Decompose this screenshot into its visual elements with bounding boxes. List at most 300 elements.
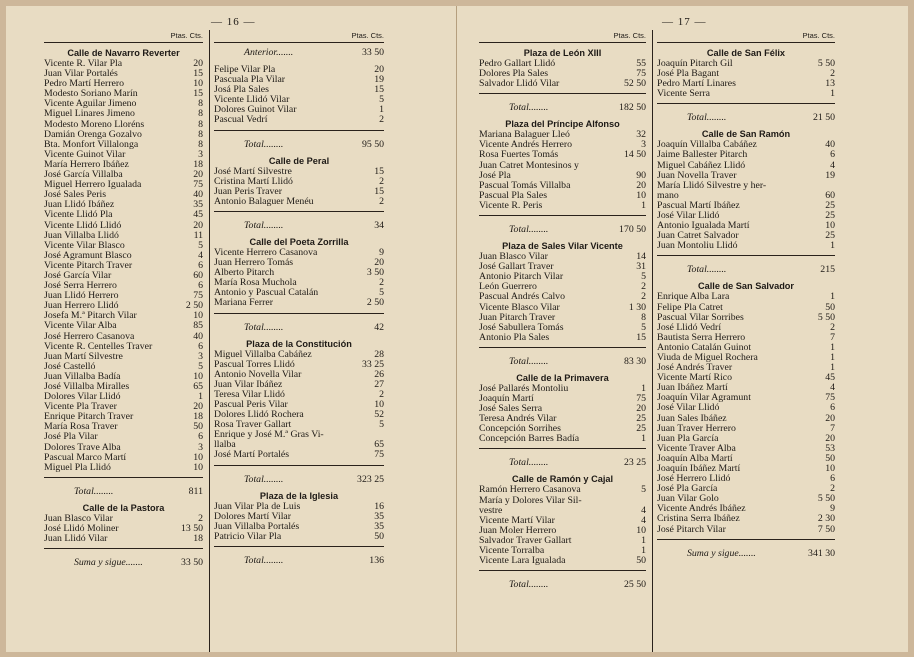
- donor-name: Modesto Soriano Marín: [44, 88, 138, 100]
- list-item: [214, 197, 384, 207]
- column-header: Ptas. Cts.: [44, 30, 203, 43]
- total-label: Total........: [509, 102, 549, 114]
- donor-amount: 20: [193, 219, 203, 231]
- donor-amount: 15: [374, 185, 384, 197]
- list-item: [657, 241, 835, 251]
- donor-amount: 13: [825, 78, 835, 90]
- donor-amount: 2: [830, 68, 835, 80]
- donor-amount: 31: [636, 261, 646, 273]
- donor-name: Vicente Andrés Ibáñez: [657, 503, 746, 515]
- donor-amount: 10: [825, 463, 835, 474]
- donor-name: Joaquín Vilar Agramunt: [657, 392, 751, 404]
- total-rule: [44, 477, 203, 478]
- donor-name: José Vilar Llidó: [657, 402, 720, 414]
- total-rule: [657, 103, 835, 104]
- donor-amount: 10: [636, 524, 646, 536]
- section-title: Calle de Navarro Reverter: [67, 48, 180, 58]
- donor-name: Josá Pla Sales: [214, 84, 269, 96]
- donor-amount: 1: [830, 341, 835, 353]
- donor-amount: 15: [374, 165, 384, 177]
- donor-amount: 2 50: [185, 300, 203, 312]
- total-row: [214, 220, 384, 232]
- total-value: 215: [820, 264, 835, 276]
- total-label: Total........: [244, 219, 284, 231]
- donor-name: Pedro Martí Linares: [657, 78, 736, 90]
- donor-name: Vicente Vilar Blasco: [44, 239, 125, 251]
- donor-name: llalba: [214, 439, 236, 451]
- donor-name: Joaquín Ibáñez Martí: [657, 463, 741, 474]
- donor-name: Juan Pla García: [657, 432, 719, 444]
- total-row: [214, 555, 384, 567]
- donor-amount: 2: [379, 195, 384, 207]
- donor-amount: 7: [830, 331, 835, 343]
- donor-name: Antonio Catalán Guinot: [657, 341, 752, 353]
- donor-amount: 5: [641, 271, 646, 283]
- donor-name: Juan Vilar Golo: [657, 493, 719, 505]
- donor-amount: 10: [193, 461, 203, 473]
- donor-name: Viuda de Miguel Rochera: [657, 351, 758, 363]
- list-item: [44, 210, 203, 220]
- total-label: Total........: [509, 355, 549, 367]
- donor-name: Vicente Llidó Vilar: [214, 94, 290, 106]
- donor-name: Rosa Fuertes Tomás: [479, 149, 559, 161]
- donor-name: María Rosa Muchola: [214, 277, 297, 289]
- donor-name: Vicente Martí Rico: [657, 372, 733, 384]
- donor-name: Joaquín Pitarch Gil: [657, 58, 733, 69]
- donor-name: Antonio Pla Sales: [479, 331, 550, 343]
- donor-name: Vicente Aguilar Jimeno: [44, 98, 137, 110]
- total-rule: [214, 546, 384, 547]
- donor-name: Juan Llidó Vilar: [44, 533, 108, 545]
- donor-amount: 33 25: [361, 358, 384, 370]
- total-value: 95 50: [361, 138, 384, 150]
- total-label: Total........: [509, 457, 549, 469]
- donor-name: José Pla García: [657, 483, 718, 495]
- list-item: [214, 115, 384, 125]
- donor-amount: 2: [641, 281, 646, 293]
- total-row: [479, 224, 646, 236]
- donor-amount: 75: [636, 392, 646, 404]
- donor-name: José Martí Portalés: [214, 449, 290, 461]
- donor-name: Juan Catret Montesinos y: [479, 159, 579, 171]
- donor-name: Felipe Pla Catret: [657, 301, 723, 313]
- donor-name: José Herrero Llidó: [657, 473, 731, 485]
- donor-amount: 35: [374, 510, 384, 522]
- donor-name: Vicente Vilar Alba: [44, 320, 117, 332]
- donor-name: Juan Peris Traver: [214, 185, 283, 197]
- donor-name: Modesto Moreno Lloréns: [44, 118, 145, 130]
- donor-name: Concepción Barres Badía: [479, 433, 580, 445]
- donor-amount: 40: [825, 139, 835, 151]
- total-row: [479, 102, 646, 114]
- donor-name: Pascual Tomás Villalba: [479, 179, 571, 191]
- donor-amount: 6: [198, 259, 203, 271]
- donor-amount: 10: [193, 451, 203, 463]
- donor-name: Antonio Igualada Martí: [657, 220, 750, 232]
- donor-name: José Sabullera Tomás: [479, 321, 564, 333]
- column-4: [653, 30, 841, 652]
- total-value: 811: [188, 485, 203, 497]
- donor-name: Juan Montoliu Llidó: [657, 240, 738, 252]
- total-label: Total........: [687, 264, 727, 276]
- donor-amount: 6: [198, 431, 203, 443]
- donor-name: Juan Vilar Ibáñez: [214, 378, 283, 390]
- donor-name: Vicente Andrés Herrero: [479, 139, 572, 151]
- donor-amount: 1: [830, 240, 835, 252]
- section-title: Plaza de Sales Vilar Vicente: [502, 241, 623, 252]
- donor-amount: 9: [379, 246, 384, 258]
- donor-amount: 45: [193, 209, 203, 221]
- donor-name: Vicente R. Vilar Pla: [44, 58, 123, 69]
- total-row: [657, 112, 835, 124]
- donor-name: Pedro Gallart Llidó: [479, 58, 556, 69]
- list-item: [214, 298, 384, 308]
- total-value: 25 50: [623, 579, 646, 591]
- donor-amount: 15: [193, 88, 203, 100]
- donor-name: Miguel Villalba Cabáñez: [214, 348, 312, 360]
- donor-amount: 6: [198, 280, 203, 292]
- list-item: [479, 556, 646, 566]
- donor-name: Joaquín Alba Martí: [657, 452, 733, 464]
- donor-amount: 20: [193, 401, 203, 413]
- donor-name: Antonio Balaguer Menéu: [214, 195, 314, 207]
- donor-amount: 20: [193, 58, 203, 69]
- donor-name: Mariana Balaguer Lleó: [479, 129, 570, 141]
- total-rule: [214, 211, 384, 212]
- donor-name: Juan Catret Salvador: [657, 230, 739, 242]
- donor-name: María Herrero Ibáñez: [44, 158, 129, 170]
- donor-name: José Serra Herrero: [44, 280, 117, 292]
- donor-name: Miguel Herrero Igualada: [44, 179, 142, 191]
- donor-name: José Gallart Traver: [479, 261, 554, 273]
- donor-name: Juan Novella Traver: [657, 169, 737, 181]
- donor-amount: 7 50: [817, 523, 835, 535]
- donor-name: Mariana Ferrer: [214, 297, 274, 309]
- donor-amount: 3 50: [366, 267, 384, 279]
- donor-name: Juan Vilar Pla de Luis: [214, 500, 301, 512]
- donor-name: Joaquín Martí: [479, 392, 534, 404]
- donor-name: Dolores Martí Vilar: [214, 510, 292, 522]
- donor-amount: 1: [830, 88, 835, 100]
- donor-name: Enrique Pitarch Traver: [44, 411, 134, 423]
- donor-name: Pascual Marco Martí: [44, 451, 127, 463]
- donor-name: Patricio Vilar Pla: [214, 530, 282, 542]
- donor-name: Vicente Llidó Llidó: [44, 219, 122, 231]
- donor-amount: 10: [825, 220, 835, 232]
- section-title: Plaza de la Iglesia: [259, 490, 339, 501]
- total-rule: [657, 539, 835, 540]
- total-label: Total........: [244, 554, 284, 566]
- donor-amount: 11: [193, 229, 203, 241]
- donor-name: Pascual Martí Ibáñez: [657, 199, 740, 211]
- total-row: [214, 139, 384, 151]
- donor-name: Felipe Vilar Pla: [214, 64, 276, 75]
- donor-amount: 25: [825, 210, 835, 222]
- donor-amount: 4: [830, 159, 835, 171]
- donor-amount: 5: [198, 239, 203, 251]
- total-value: 182 50: [619, 102, 646, 114]
- section-title: Plaza de León XIII: [523, 48, 602, 58]
- donor-name: José Llidó Vedrí: [657, 321, 722, 333]
- column-header: Ptas. Cts.: [214, 30, 384, 43]
- donor-amount: 16: [374, 500, 384, 512]
- donor-amount: 1: [379, 104, 384, 116]
- section-title: Calle de San Ramón: [701, 129, 791, 140]
- donor-amount: 20: [825, 412, 835, 424]
- donor-name: Juan Villalba Llidó: [44, 229, 119, 241]
- donor-name: Bautista Serra Herrero: [657, 331, 746, 343]
- donor-name: Concepción Sorrihes: [479, 423, 561, 435]
- donor-name: José Pla Vilar: [44, 431, 98, 443]
- donor-name: Pascual Torres Llidó: [214, 358, 295, 370]
- donor-name: José Herrero Casanova: [44, 330, 135, 342]
- donor-name: Juan Llidó Ibáñez: [44, 199, 115, 211]
- donor-name: Antonio y Pascual Catalán: [214, 287, 319, 299]
- donor-name: Juan Villalba Badía: [44, 370, 121, 382]
- donor-name: Vicente Torralba: [479, 545, 545, 556]
- list-item: [479, 201, 646, 211]
- total-rule: [479, 347, 646, 348]
- donor-name: José Villalba Miralles: [44, 381, 130, 392]
- total-rule: [214, 465, 384, 466]
- column-header: Ptas. Cts.: [479, 30, 646, 43]
- donor-amount: 28: [374, 348, 384, 360]
- donor-name: María Rosa Traver: [44, 421, 118, 433]
- donor-name: María Llidó Silvestre y her-: [657, 179, 767, 191]
- anterior-label: Anterior.......: [244, 47, 294, 58]
- list-item: [657, 181, 835, 191]
- donor-name: Dolores Llidó Rochera: [214, 409, 304, 421]
- donor-amount: 9: [830, 503, 835, 515]
- list-item: [479, 434, 646, 444]
- donor-amount: 50: [374, 530, 384, 542]
- total-rule: [479, 570, 646, 571]
- donor-amount: 3: [641, 139, 646, 151]
- total-rule: [44, 548, 203, 549]
- donor-amount: 5: [379, 94, 384, 106]
- donor-amount: 8: [198, 128, 203, 140]
- donor-name: Juan Blasco Vilar: [44, 512, 113, 524]
- donor-amount: 1: [641, 433, 646, 445]
- total-row: [479, 356, 646, 368]
- list-item: [657, 525, 835, 535]
- donor-amount: 26: [374, 368, 384, 380]
- donor-amount: 1: [830, 351, 835, 363]
- list-item: [214, 450, 384, 460]
- donor-name: Teresa Vilar Llidó: [214, 388, 285, 400]
- donor-name: Bta. Monfort Villalonga: [44, 138, 139, 150]
- total-row: [657, 548, 835, 560]
- list-item: [657, 292, 835, 302]
- list-item: [479, 333, 646, 343]
- donor-amount: 90: [636, 169, 646, 181]
- donor-amount: 53: [825, 442, 835, 454]
- list-item: [214, 532, 384, 542]
- donor-name: Juan Ibáñez Martí: [657, 382, 728, 394]
- anterior-row: [214, 47, 384, 59]
- list-item: [44, 534, 203, 544]
- donor-name: Cristina Serra Ibáñez: [657, 513, 740, 525]
- donor-name: Pascual Pla Sales: [479, 189, 548, 201]
- donor-amount: 15: [193, 68, 203, 80]
- donor-name: vestre: [479, 504, 503, 516]
- donor-amount: 18: [193, 533, 203, 545]
- column-header: Ptas. Cts.: [657, 30, 835, 43]
- donor-amount: 2: [379, 175, 384, 187]
- donor-name: Juan Llidó Herrero: [44, 290, 119, 302]
- donor-amount: 50: [636, 555, 646, 567]
- donor-amount: 75: [193, 290, 203, 302]
- donor-amount: 4: [198, 249, 203, 261]
- list-item: [657, 89, 835, 99]
- donor-name: Juan Blasco Vilar: [479, 251, 548, 263]
- donor-name: José Pallarés Montoliu: [479, 382, 569, 394]
- donor-name: Salvador Llidó Vilar: [479, 78, 560, 90]
- section-title: Calle de San Salvador: [698, 281, 794, 292]
- donor-amount: 85: [193, 320, 203, 332]
- donor-amount: 2: [379, 277, 384, 289]
- donor-amount: 52: [374, 409, 384, 421]
- donor-name: Vicente Herrero Casanova: [214, 246, 318, 258]
- donor-amount: 8: [198, 118, 203, 130]
- donor-name: Pascual Vedrí: [214, 114, 268, 126]
- donor-amount: 40: [193, 330, 203, 342]
- total-row: [214, 322, 384, 334]
- total-value: 42: [374, 321, 384, 333]
- total-row: [657, 264, 835, 276]
- section-title: Plaza de la Constitución: [246, 338, 352, 349]
- column-1: [40, 30, 210, 652]
- donor-amount: 2: [830, 321, 835, 333]
- donor-name: mano: [657, 189, 679, 201]
- donor-name: María y Dolores Vilar Sil-: [479, 494, 582, 506]
- donor-name: Jaime Ballester Pitarch: [657, 149, 748, 161]
- donor-amount: 75: [193, 179, 203, 191]
- donor-amount: 5 50: [817, 58, 835, 69]
- donor-name: Vicente Lara Igualada: [479, 555, 566, 567]
- donor-name: Miguel Linares Jimeno: [44, 108, 135, 120]
- donor-name: Dolores Pla Sales: [479, 68, 549, 80]
- donor-amount: 10: [374, 398, 384, 410]
- donor-name: Juan Vilar Portalés: [44, 68, 118, 80]
- donor-amount: 50: [825, 452, 835, 464]
- anterior-value: 33 50: [361, 47, 384, 58]
- donor-amount: 6: [830, 402, 835, 414]
- donor-name: Vicente Blasco Vilar: [479, 301, 560, 313]
- donor-name: Cristina Martí Llidó: [214, 175, 293, 187]
- donor-amount: 75: [825, 392, 835, 404]
- donor-name: Rosa Traver Gallart: [214, 419, 292, 431]
- donor-name: José Pla: [479, 169, 511, 181]
- total-value: 34: [374, 219, 384, 231]
- donor-name: José Pitarch Vilar: [657, 523, 726, 535]
- donor-name: José García Villalba: [44, 169, 123, 181]
- donor-name: Dolores Vilar Llidó: [44, 391, 121, 403]
- donor-amount: 13 50: [180, 522, 203, 534]
- total-value: 83 30: [623, 355, 646, 367]
- total-row: [479, 457, 646, 469]
- donor-amount: 8: [198, 138, 203, 150]
- donor-amount: 20: [636, 403, 646, 415]
- column-3: [475, 30, 653, 652]
- donor-name: Juan Traver Herrero: [657, 422, 736, 434]
- donor-name: José Sales Serra: [479, 403, 543, 415]
- donor-amount: 65: [193, 381, 203, 392]
- donor-amount: 3: [198, 441, 203, 453]
- donor-amount: 1: [198, 391, 203, 403]
- donor-amount: 6: [198, 340, 203, 352]
- donor-amount: 10: [193, 370, 203, 382]
- donor-amount: 1: [641, 382, 646, 394]
- donor-name: Enrique Alba Lara: [657, 291, 730, 303]
- donor-name: Vicente R. Centelles Traver: [44, 340, 153, 352]
- donor-amount: 75: [636, 68, 646, 80]
- donor-amount: 10: [193, 310, 203, 322]
- donor-name: Vicente Guinot Vilar: [44, 148, 126, 160]
- donor-name: Juan Herrero Tomás: [214, 257, 294, 269]
- donor-amount: 4: [641, 504, 646, 516]
- total-label: Total........: [687, 112, 727, 124]
- donor-amount: 2: [379, 388, 384, 400]
- donor-amount: 20: [374, 257, 384, 269]
- donor-amount: 1: [641, 199, 646, 211]
- donor-amount: 7: [830, 422, 835, 434]
- donor-amount: 1 30: [628, 301, 646, 313]
- donor-amount: 3: [198, 350, 203, 362]
- donor-amount: 5: [641, 484, 646, 496]
- donor-amount: 25: [636, 413, 646, 425]
- donor-name: José Andrés Traver: [657, 362, 733, 374]
- donor-amount: 8: [641, 311, 646, 323]
- donor-amount: 52 50: [623, 78, 646, 90]
- donor-name: Pascual Andrés Calvo: [479, 291, 565, 303]
- donor-amount: 4: [641, 514, 646, 526]
- page-right: [457, 6, 908, 652]
- section-title: Calle de la Primavera: [516, 372, 609, 383]
- donor-name: Teresa Andrés Vilar: [479, 413, 557, 425]
- total-label: Suma y sigue.......: [687, 547, 756, 559]
- donor-amount: 2: [641, 291, 646, 303]
- donor-amount: 32: [636, 129, 646, 141]
- donor-amount: 20: [636, 179, 646, 191]
- donor-amount: 45: [825, 372, 835, 384]
- donor-amount: 14 50: [623, 149, 646, 161]
- donor-amount: 5: [379, 287, 384, 299]
- donor-name: José Llidó Moliner: [44, 522, 119, 534]
- total-row: [44, 557, 203, 569]
- donor-amount: 2: [830, 483, 835, 495]
- donor-name: Antonio Novella Vilar: [214, 368, 302, 380]
- total-value: 23 25: [623, 457, 646, 469]
- list-item: [479, 496, 646, 506]
- donor-name: Juan Sales Ibáñez: [657, 412, 727, 424]
- donor-amount: 1: [641, 534, 646, 546]
- total-rule: [479, 215, 646, 216]
- donor-name: Pascual Vilar Sorribes: [657, 311, 744, 323]
- donor-amount: 1: [830, 362, 835, 374]
- donor-name: Vicente Traver Alba: [657, 442, 736, 454]
- donor-amount: 25: [825, 230, 835, 242]
- donor-name: Juan Pitarch Traver: [479, 311, 556, 323]
- donor-name: León Guerrero: [479, 281, 537, 293]
- donor-name: Pascuala Pla Vilar: [214, 74, 286, 86]
- donor-name: José Vilar Llidó: [657, 210, 720, 222]
- donor-name: Juan Herrero Llidó: [44, 300, 119, 312]
- list-item: [479, 292, 646, 302]
- donor-amount: 4: [830, 382, 835, 394]
- donor-amount: 1: [830, 291, 835, 303]
- donor-name: Salvador Traver Gallart: [479, 534, 572, 546]
